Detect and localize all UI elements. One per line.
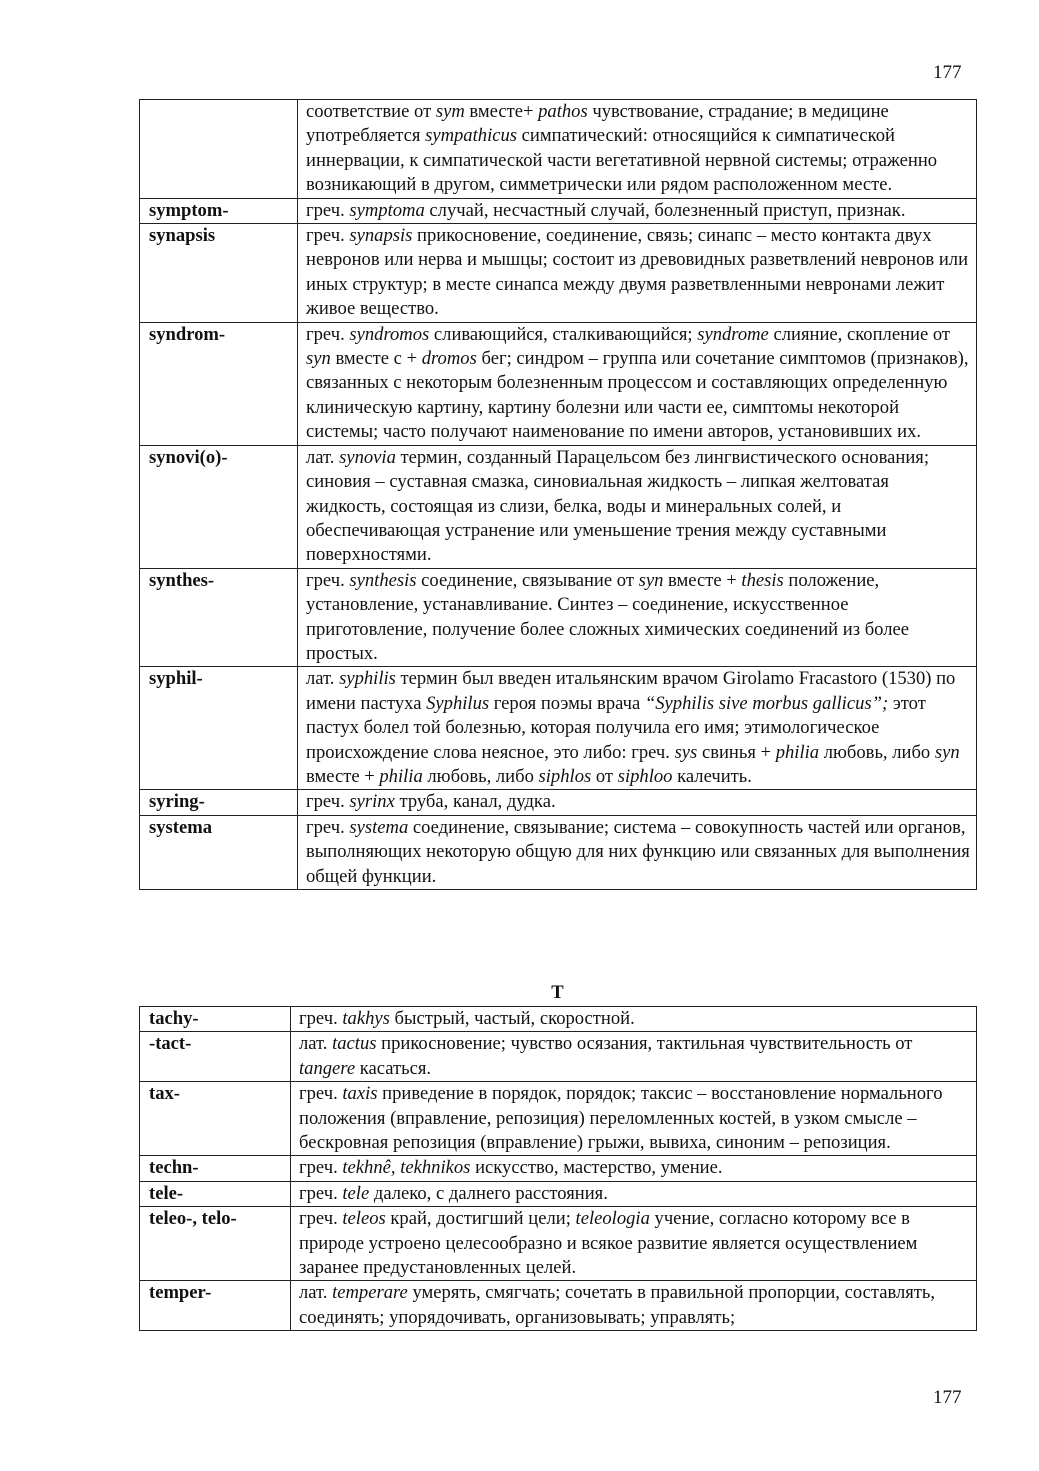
definition-italic-text: taxis (342, 1083, 378, 1105)
definition-italic-text: teleologia (575, 1208, 650, 1230)
definition-text: греч. (299, 1208, 343, 1230)
entry-definition (298, 445, 977, 568)
definition-italic-text: thesis (741, 569, 784, 591)
definition-text: положение, установление, устанавливание. Синтез – соединение, искусственное приготовление, получение более сложных химических соединений из более простых. (306, 569, 909, 664)
definition-italic-text: syn (306, 348, 331, 370)
definition-italic-text: syn (934, 741, 960, 763)
definition-text: греч. (306, 816, 350, 838)
definition-text: от (591, 765, 618, 787)
definition-text: лат. (299, 1282, 333, 1304)
definition-text: приведение в порядок, порядок; таксис – восстановление нормального положения (вправление, репозиция) переломленных костей, в узком смысле – бескровная репозиция (вправление) грыжи, вывиха, синоним – репозиция. (299, 1083, 943, 1154)
definition-italic-text: dromos (421, 348, 477, 370)
definition-text: прикосновение; чувство осязания, тактильная чувствительность от (376, 1033, 913, 1055)
definition-text: греч. (306, 323, 350, 345)
entry-definition (291, 1156, 977, 1181)
definition-italic-text: syn (638, 569, 664, 591)
dictionary-entry-row (140, 815, 977, 889)
entry-definition (291, 1082, 977, 1156)
definition-text: сливающийся, сталкивающийся; (429, 323, 698, 345)
entry-definition (298, 224, 977, 323)
definition-text: греч. (299, 1157, 343, 1179)
definition-text: быстрый, частый, скоростной. (389, 1008, 635, 1029)
dictionary-entry-row (140, 445, 977, 568)
entry-term: systema (140, 815, 298, 889)
dictionary-table-t-body (140, 1007, 977, 1331)
page-number-top: 177 (933, 62, 962, 83)
definition-text: случай, несчастный случай, болезненный приступ, признак. (424, 199, 906, 221)
definition-text: труба, канал, дудка. (394, 791, 556, 813)
definition-text: чувствование, страдание; в медицине употребляется (306, 101, 889, 147)
entry-definition (291, 1007, 977, 1032)
definition-italic-text: syrinx (349, 791, 395, 813)
definition-italic-text: syndrome (697, 323, 769, 345)
definition-text: учение, согласно которому все в природе устроено целесообразно и всякое развитие является осуществлением заранее предустановленных целей. (299, 1208, 918, 1279)
definition-italic-text: siphlos (538, 765, 592, 787)
definition-italic-text: syndromos (349, 323, 430, 345)
entry-definition (291, 1181, 977, 1206)
definition-italic-text: tele (342, 1182, 370, 1204)
definition-text: термин был введен итальянским врачом Girolamo Fracastoro (1530) по имени пастуха (306, 668, 956, 714)
definition-text: соответствие от (306, 101, 436, 122)
definition-italic-text: “Syphilis sive morbus gallicus”; (644, 692, 889, 714)
entry-definition (298, 568, 977, 667)
definition-text: бег; синдром – группа или сочетание симптомов (признаков), связанных с некоторым болезненным процессом и составляющих определенную клиническую картину, картину болезни или части ее, симптомы некоторой системы; часто получают наименование по имени авторов, установивших их. (306, 348, 969, 443)
definition-italic-text: tactus (332, 1033, 377, 1055)
dictionary-table-t (139, 1006, 977, 1331)
entry-term: symptom- (140, 198, 298, 223)
entry-term: synthes- (140, 568, 298, 667)
definition-text: вместе + (306, 765, 380, 787)
definition-italic-text: sympathicus (425, 125, 518, 147)
entry-term: teleo-, telo- (140, 1207, 291, 1281)
definition-italic-text: tekhnê, tekhnikos (342, 1157, 471, 1179)
definition-italic-text: synthesis (349, 569, 417, 591)
definition-text: калечить. (672, 765, 752, 787)
definition-italic-text: systema (349, 816, 409, 838)
entry-definition (298, 790, 977, 815)
definition-italic-text: syphilis (339, 668, 396, 690)
definition-text: термин, созданный Парацельсом без лингвистического основания; синовия – суставная смазка, синовиальная жидкость – липкая желтоватая жидкость, состоящая из слизи, белка, воды и минеральных солей, и обеспечивающая устранение или уменьшение трения между суставными поверхностями. (306, 446, 929, 566)
entry-definition (291, 1207, 977, 1281)
definition-italic-text: tangere (299, 1057, 356, 1079)
entry-term: tachy- (140, 1007, 291, 1032)
entry-term (140, 100, 298, 199)
definition-italic-text: synovia (339, 446, 396, 468)
entry-term: -tact- (140, 1032, 291, 1082)
definition-italic-text: teleos (342, 1208, 386, 1230)
definition-text: этот пастух болел той болезнью, которая получила его имя; этимологическое происхождение слова неясное, это либо: греч. (306, 692, 926, 763)
definition-text: свинья + (697, 741, 776, 763)
definition-text: вместе+ (464, 101, 539, 122)
dictionary-entry-row (140, 322, 977, 445)
definition-text: вместе с + (330, 348, 422, 370)
entry-definition (298, 667, 977, 790)
definition-text: героя поэмы врача (489, 692, 645, 714)
dictionary-table-s-body (140, 100, 977, 890)
definition-text: греч. (306, 199, 350, 221)
entry-term: synapsis (140, 224, 298, 323)
definition-italic-text: symptoma (349, 199, 425, 221)
dictionary-entry-row (140, 1082, 977, 1156)
entry-term: syphil- (140, 667, 298, 790)
entry-definition (298, 322, 977, 445)
definition-text: вместе + (663, 569, 742, 591)
definition-text: греч. (306, 225, 350, 247)
entry-term: techn- (140, 1156, 291, 1181)
definition-italic-text: Syphilus (426, 692, 490, 714)
definition-italic-text: siphloo (617, 765, 673, 787)
dictionary-entry-row (140, 1156, 977, 1181)
dictionary-entry-row (140, 224, 977, 323)
dictionary-table-s (139, 99, 977, 890)
dictionary-entry-row (140, 568, 977, 667)
dictionary-entry-row (140, 1032, 977, 1082)
definition-italic-text: pathos (538, 101, 588, 122)
entry-definition (298, 100, 977, 199)
entry-term: synovi(o)- (140, 445, 298, 568)
section-heading-t: T (551, 982, 564, 1003)
definition-text: соединение, связывание; система – совокупность частей или органов, выполняющих некоторую общую для них функцию или связанных для выполнения общей функции. (306, 816, 970, 887)
definition-text: греч. (306, 791, 350, 813)
entry-term: tax- (140, 1082, 291, 1156)
definition-text: край, достигший цели; (385, 1208, 576, 1230)
definition-text: соединение, связывание от (416, 569, 639, 591)
definition-text: греч. (299, 1182, 343, 1204)
definition-text: симпатический: относящийся к симпатической иннервации, к симпатической части вегетативной нервной системы; отраженно возникающий в другом, симметрически или рядом расположенном месте. (306, 125, 938, 196)
definition-italic-text: philia (379, 765, 423, 787)
entry-term: tele- (140, 1181, 291, 1206)
entry-term: syring- (140, 790, 298, 815)
entry-definition (298, 815, 977, 889)
definition-text: прикосновение, соединение, связь; синапс – место контакта двух невронов или нерва и мышцы; состоит из древовидных разветвлений невронов или иных структур; в месте синапса между двумя разветвленными невронами лежит живое вещество. (306, 225, 969, 320)
entry-term: syndrom- (140, 322, 298, 445)
definition-italic-text: sym (435, 101, 465, 122)
page-number-bottom: 177 (933, 1387, 962, 1408)
definition-italic-text: takhys (342, 1008, 390, 1029)
definition-text: любовь, либо (422, 765, 539, 787)
dictionary-entry-row (140, 790, 977, 815)
dictionary-entry-row (140, 198, 977, 223)
definition-text: слияние, скопление от (768, 323, 951, 345)
dictionary-entry-row (140, 667, 977, 790)
definition-text: греч. (299, 1008, 343, 1029)
definition-text: умерять, смягчать; сочетать в правильной пропорции, составлять, соединять; упорядочивать, организовывать; управлять; (299, 1282, 936, 1328)
definition-text: греч. (306, 569, 350, 591)
entry-definition (291, 1281, 977, 1331)
definition-text: лат. (306, 446, 340, 468)
definition-text: любовь, либо (819, 741, 935, 763)
definition-text: искусство, мастерство, умение. (470, 1157, 723, 1179)
definition-italic-text: sys (674, 741, 698, 763)
entry-term: temper- (140, 1281, 291, 1331)
entry-definition (291, 1032, 977, 1082)
definition-italic-text: philia (775, 741, 820, 763)
definition-text: касаться. (355, 1057, 432, 1079)
definition-text: греч. (299, 1083, 343, 1105)
definition-text: лат. (299, 1033, 333, 1055)
entry-definition (298, 198, 977, 223)
definition-text: далеко, с далнего расстояния. (369, 1182, 608, 1204)
definition-italic-text: temperare (332, 1282, 408, 1304)
dictionary-entry-row (140, 1281, 977, 1331)
definition-text: лат. (306, 668, 340, 690)
definition-italic-text: synapsis (349, 225, 413, 247)
dictionary-entry-row (140, 1207, 977, 1281)
dictionary-entry-row (140, 1181, 977, 1206)
dictionary-entry-row (140, 100, 977, 199)
dictionary-entry-row (140, 1007, 977, 1032)
